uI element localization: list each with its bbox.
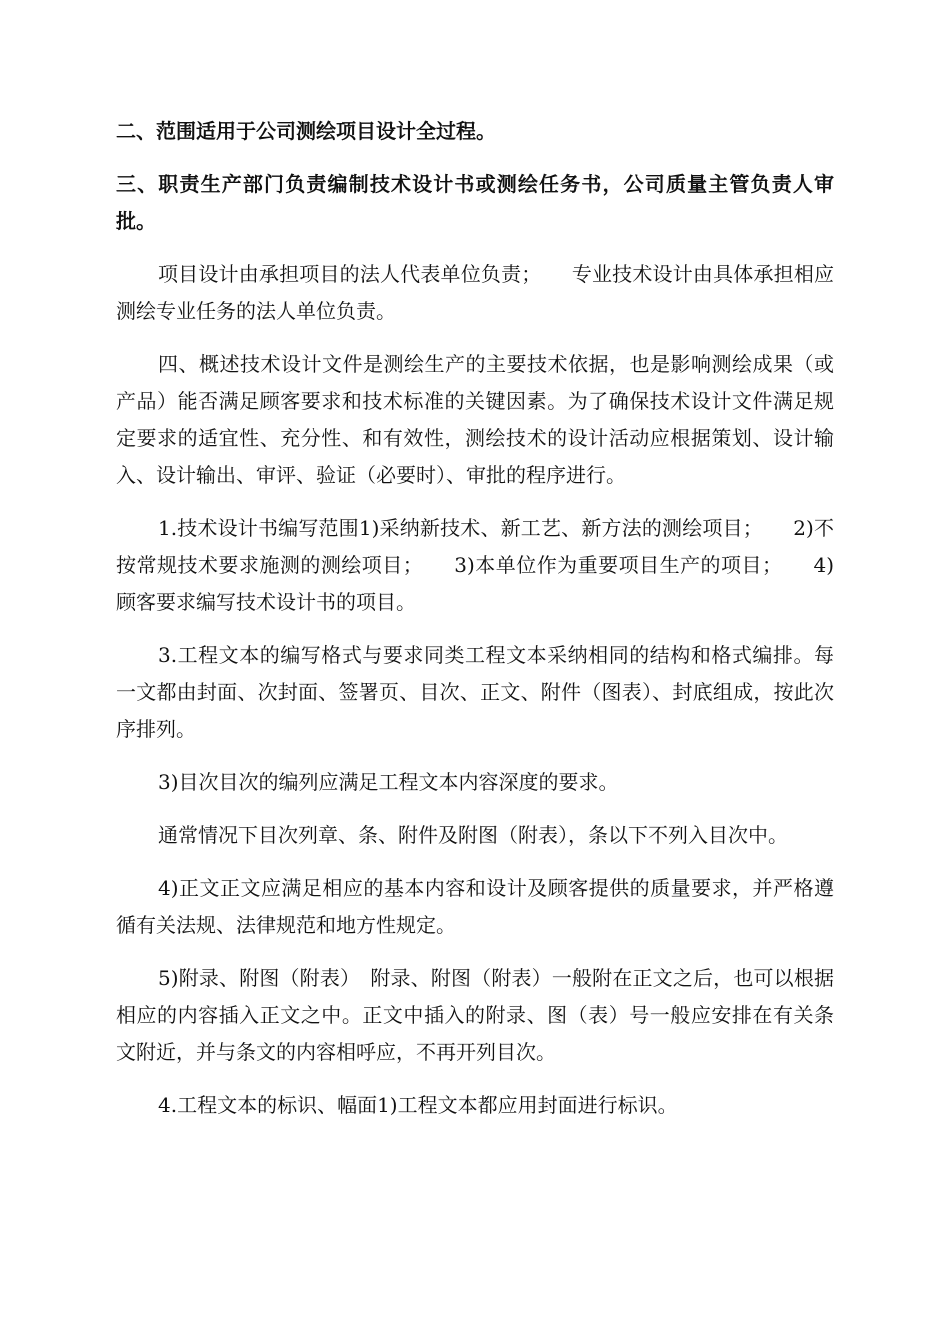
- paragraph-format-requirements: 3.工程文本的编写格式与要求同类工程文本采纳相同的结构和格式编排。每一文都由封面、次封面、签署页、目次、正文、附件（图表）、封底组成，按此次序排列。: [116, 643, 834, 741]
- paragraph-design-scope: 1.技术设计书编写范围1)采纳新技术、新工艺、新方法的测绘项目； 2)不按常规技术要求施测的测绘项目； 3)本单位作为重要项目生产的项目； 4)顾客要求编写技术设计书的项目。: [116, 516, 834, 614]
- paragraph-identification: 4.工程文本的标识、幅面1)工程文本都应用封面进行标识。: [158, 1093, 678, 1117]
- paragraph-project-design: 项目设计由承担项目的法人代表单位负责； 专业技术设计由具体承担相应测绘专业任务的法人单位负责。: [116, 262, 834, 323]
- paragraph-contents: 3)目次目次的编列应满足工程文本内容深度的要求。: [158, 770, 619, 794]
- section-heading-responsibility: 三、职责生产部门负责编制技术设计书或测绘任务书，公司质量主管负责人审批。: [116, 172, 834, 233]
- document-body: [116, 113, 834, 1140]
- section-heading-scope: 二、范围适用于公司测绘项目设计全过程。: [116, 119, 496, 143]
- paragraph-overview: 四、概述技术设计文件是测绘生产的主要技术依据，也是影响测绘成果（或产品）能否满足顾客要求和技术标准的关键因素。为了确保技术设计文件满足规定要求的适宜性、充分性、和有效性，测绘技术的设计活动应根据策划、设计输入、设计输出、审评、验证（必要时）、审批的程序进行。: [116, 352, 834, 487]
- paragraph-appendix: 5)附录、附图（附表） 附录、附图（附表）一般附在正文之后，也可以根据相应的内容插入正文之中。正文中插入的附录、图（表）号一般应安排在有关条文附近，并与条文的内容相呼应，不再开列目次。: [116, 966, 834, 1064]
- paragraph-contents-detail: 通常情况下目次列章、条、附件及附图（附表），条以下不列入目次中。: [158, 823, 788, 847]
- paragraph-main-text: 4)正文正文应满足相应的基本内容和设计及顾客提供的质量要求，并严格遵循有关法规、法律规范和地方性规定。: [116, 876, 834, 937]
